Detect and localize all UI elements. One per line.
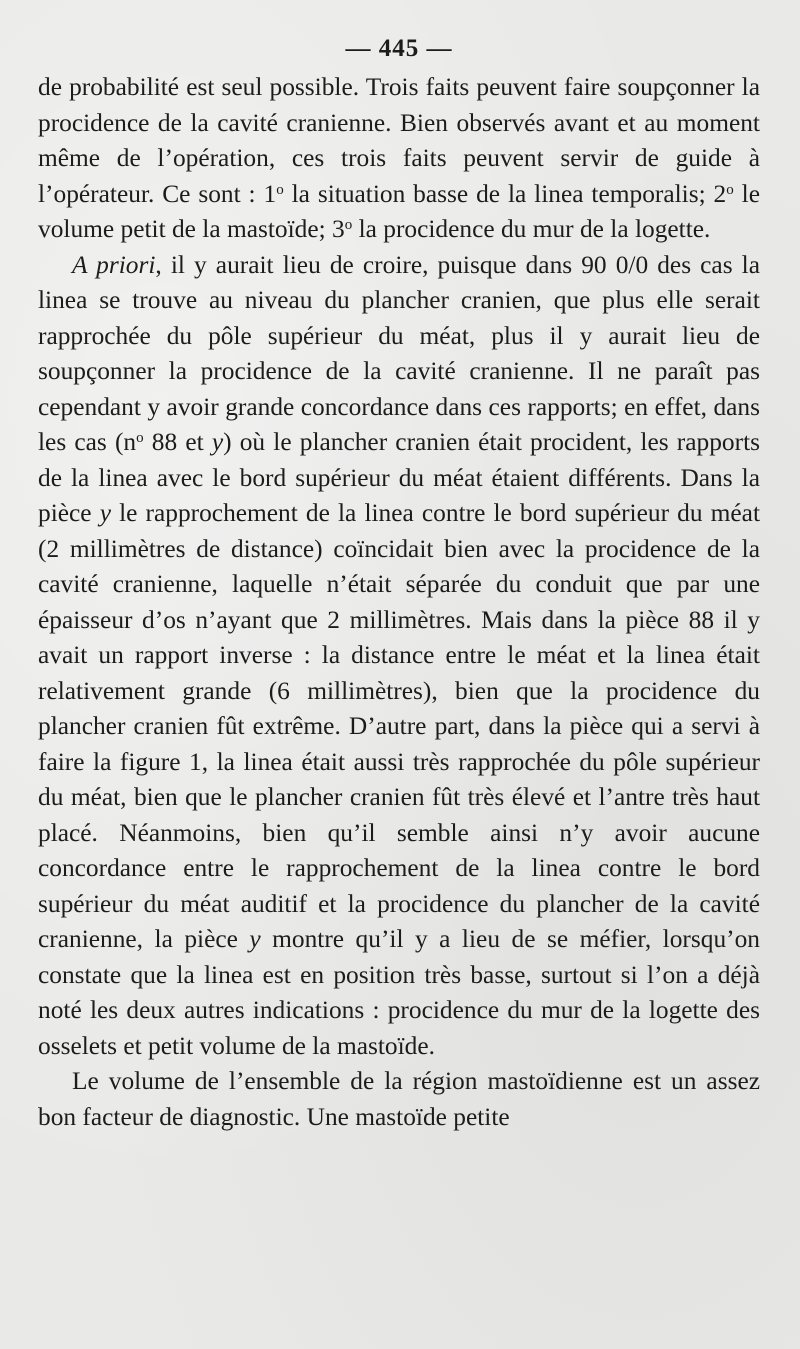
text-segment: o: [136, 430, 144, 446]
text-segment: o: [726, 181, 734, 198]
text-segment: le rapprochement de la linea contre le bord supérieur du méat (2 millimètres de distance) coïncidait bien avec la procidence de la cavité cranienne, laquelle n’était séparée du conduit que par une épaisseur d’os n’ayant que 2 millimètres. Mais dans la pièce 88 il y avait un rapport inverse : la distance entre le méat et la linea était relativement grande (6 millimètres), bien que la procidence du plancher cranien fût extrême. D’autre part, dans la pièce qui a servi à faire la figure 1, la linea était aussi très rapprochée du pôle supérieur du méat, bien que le plancher cranien fût très élevé et l’antre très haut placé. Néanmoins, bien qu’il semble ainsi n’y avoir aucune concordance entre le rapprochement de la linea contre le bord supérieur du méat auditif et la procidence du plancher de la cavité cranienne, la pièce: [38, 499, 761, 953]
text-segment: y: [249, 925, 261, 953]
text-segment: Le volume de l’ensemble de la région mastoïdienne est un assez bon facteur de diagnostic. Une mastoïde petite: [38, 1067, 760, 1131]
body-text: [38, 70, 760, 1135]
paragraph-3: [38, 1064, 760, 1135]
text-segment: montre qu’il y a lieu de se méfier, lorsqu’on constate que la linea est en position très basse, surtout si l’on a déjà noté les deux autres indications : procidence du mur de la logette des osselets et petit volume de la mastoïde.: [38, 925, 760, 1060]
text-segment: o: [276, 181, 284, 198]
text-segment: A priori: [72, 250, 156, 279]
text-segment: ) où le plancher cranien était procident, les rapports de la linea avec le bord supérieur du méat étaient différents. Dans la pièce: [38, 428, 760, 527]
text-segment: de probabilité est seul possible. Trois faits peuvent faire soupçonner la procidence de la cavité cranienne. Bien observés avant et au moment même de l’opération, ces trois faits peuvent servir de guide à l’opérateur. Ce sont : 1: [38, 73, 760, 208]
paragraph-2: [38, 248, 760, 1065]
page-number: — 445 —: [345, 35, 453, 62]
text-segment: 88 et: [143, 428, 212, 456]
text-segment: , il y aurait lieu de croire, puisque dans 90 0/0 des cas la linea se trouve au niveau du plancher cranien, que plus elle serait rapprochée du pôle supérieur du méat, plus il y aurait lieu de soupçonner la procidence de la cavité cranienne. Il ne paraît pas cependant y avoir grande concordance dans ces rapports; en effet, dans les cas (n: [38, 250, 760, 456]
paragraph-1: [38, 70, 760, 248]
text-segment: la procidence du mur de la logette.: [352, 215, 711, 243]
text-segment: y: [99, 499, 111, 527]
text-segment: le volume petit de la mastoïde; 3: [38, 179, 760, 243]
document-page: [38, 30, 760, 1135]
text-segment: la situation basse de la linea temporalis; 2: [283, 179, 727, 208]
text-segment: o: [344, 217, 353, 233]
text-segment: y: [211, 428, 224, 456]
